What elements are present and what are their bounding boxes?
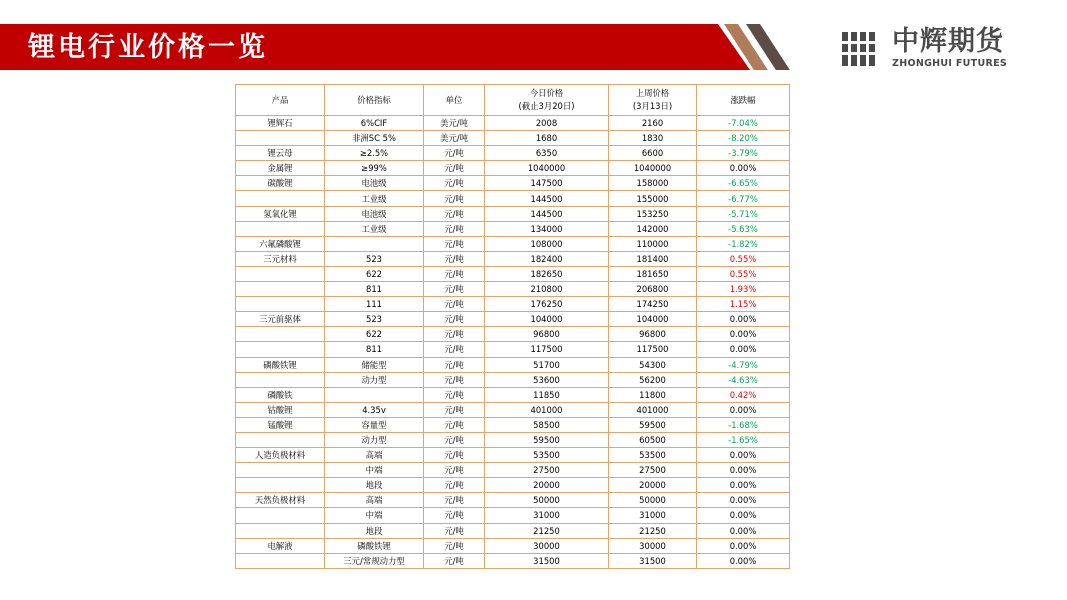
cell-last-week-price: 54300 <box>609 357 697 372</box>
table-row <box>236 146 790 161</box>
cell-indicator: 工业级 <box>325 191 424 206</box>
cell-product: 磷酸铁 <box>236 387 325 402</box>
header-last-week-price <box>609 85 697 116</box>
cell-change: -7.04% <box>697 116 790 131</box>
cell-change: 1.15% <box>697 297 790 312</box>
cell-change: 0.00% <box>697 478 790 493</box>
cell-product <box>236 478 325 493</box>
cell-product: 锂云母 <box>236 146 325 161</box>
cell-product: 三元材料 <box>236 251 325 266</box>
header-change: 涨跌幅 <box>697 85 790 116</box>
table-row <box>236 372 790 387</box>
cell-today-price: 144500 <box>485 191 609 206</box>
cell-product <box>236 553 325 568</box>
table-row <box>236 176 790 191</box>
cell-product: 锰酸锂 <box>236 417 325 432</box>
cell-today-price: 134000 <box>485 221 609 236</box>
cell-product: 金属锂 <box>236 161 325 176</box>
cell-today-price: 182400 <box>485 251 609 266</box>
table-row <box>236 553 790 568</box>
table-row <box>236 493 790 508</box>
cell-change: 0.00% <box>697 312 790 327</box>
cell-unit: 元/吨 <box>424 357 485 372</box>
cell-last-week-price: 50000 <box>609 493 697 508</box>
cell-today-price: 182650 <box>485 266 609 281</box>
cell-indicator: 地段 <box>325 523 424 538</box>
cell-last-week-price: 2160 <box>609 116 697 131</box>
cell-unit: 元/吨 <box>424 206 485 221</box>
cell-product <box>236 327 325 342</box>
logo-chinese-text: 中辉期货 <box>892 26 1004 57</box>
cell-today-price: 1680 <box>485 131 609 146</box>
cell-unit: 元/吨 <box>424 448 485 463</box>
cell-unit: 元/吨 <box>424 372 485 387</box>
cell-unit: 元/吨 <box>424 146 485 161</box>
table-row <box>236 357 790 372</box>
cell-change: -8.20% <box>697 131 790 146</box>
cell-today-price: 6350 <box>485 146 609 161</box>
price-table <box>235 84 790 569</box>
cell-today-price: 144500 <box>485 206 609 221</box>
cell-product <box>236 131 325 146</box>
cell-product: 天然负极材料 <box>236 493 325 508</box>
cell-indicator: 动力型 <box>325 372 424 387</box>
cell-product <box>236 266 325 281</box>
cell-indicator: 电池级 <box>325 206 424 221</box>
table-row <box>236 161 790 176</box>
cell-indicator: 622 <box>325 266 424 281</box>
table-row <box>236 463 790 478</box>
header-indicator: 价格指标 <box>325 85 424 116</box>
cell-product <box>236 523 325 538</box>
cell-unit: 美元/吨 <box>424 116 485 131</box>
cell-last-week-price: 56200 <box>609 372 697 387</box>
cell-product: 人造负极材料 <box>236 448 325 463</box>
cell-indicator: 容量型 <box>325 417 424 432</box>
cell-product: 氢氧化锂 <box>236 206 325 221</box>
cell-last-week-price: 53500 <box>609 448 697 463</box>
cell-unit: 元/吨 <box>424 523 485 538</box>
cell-unit: 元/吨 <box>424 493 485 508</box>
cell-unit: 元/吨 <box>424 161 485 176</box>
table-row <box>236 236 790 251</box>
cell-indicator: 储能型 <box>325 357 424 372</box>
cell-last-week-price: 1830 <box>609 131 697 146</box>
cell-last-week-price: 104000 <box>609 312 697 327</box>
table-row <box>236 266 790 281</box>
cell-indicator: 磷酸铁锂 <box>325 538 424 553</box>
cell-indicator: ≥99% <box>325 161 424 176</box>
cell-today-price: 51700 <box>485 357 609 372</box>
cell-change: 0.00% <box>697 342 790 357</box>
table-row <box>236 221 790 236</box>
cell-today-price: 20000 <box>485 478 609 493</box>
logo-mark-icon <box>842 32 882 66</box>
cell-change: 0.00% <box>697 448 790 463</box>
cell-last-week-price: 142000 <box>609 221 697 236</box>
cell-last-week-price: 11800 <box>609 387 697 402</box>
header-today-line1: 今日价格 <box>529 88 564 98</box>
table-row <box>236 131 790 146</box>
cell-last-week-price: 30000 <box>609 538 697 553</box>
cell-unit: 元/吨 <box>424 463 485 478</box>
table-row <box>236 448 790 463</box>
cell-change: 0.00% <box>697 161 790 176</box>
cell-today-price: 108000 <box>485 236 609 251</box>
cell-unit: 元/吨 <box>424 508 485 523</box>
cell-product: 钴酸锂 <box>236 402 325 417</box>
cell-indicator: 111 <box>325 297 424 312</box>
logo-english-text: ZHONGHUI FUTURES <box>892 58 1008 69</box>
cell-indicator: 中端 <box>325 508 424 523</box>
cell-change: 0.00% <box>697 463 790 478</box>
header-last-line2: (3月13日) <box>632 101 673 111</box>
cell-last-week-price: 401000 <box>609 402 697 417</box>
cell-product <box>236 191 325 206</box>
cell-last-week-price: 59500 <box>609 417 697 432</box>
cell-today-price: 2008 <box>485 116 609 131</box>
cell-today-price: 11850 <box>485 387 609 402</box>
cell-indicator: 523 <box>325 312 424 327</box>
cell-unit: 元/吨 <box>424 176 485 191</box>
cell-product: 碳酸锂 <box>236 176 325 191</box>
cell-unit: 元/吨 <box>424 297 485 312</box>
cell-today-price: 59500 <box>485 432 609 447</box>
table-row <box>236 478 790 493</box>
cell-indicator: 4.35v <box>325 402 424 417</box>
cell-indicator: 电池级 <box>325 176 424 191</box>
cell-indicator: 811 <box>325 282 424 297</box>
cell-last-week-price: 158000 <box>609 176 697 191</box>
table-row <box>236 251 790 266</box>
cell-indicator: 6%CIF <box>325 116 424 131</box>
cell-today-price: 53500 <box>485 448 609 463</box>
cell-today-price: 176250 <box>485 297 609 312</box>
cell-unit: 元/吨 <box>424 402 485 417</box>
cell-product: 锂辉石 <box>236 116 325 131</box>
cell-change: 0.00% <box>697 538 790 553</box>
cell-unit: 元/吨 <box>424 478 485 493</box>
cell-unit: 元/吨 <box>424 282 485 297</box>
cell-unit: 元/吨 <box>424 327 485 342</box>
cell-change: -1.68% <box>697 417 790 432</box>
header-unit: 单位 <box>424 85 485 116</box>
cell-indicator: 523 <box>325 251 424 266</box>
cell-unit: 元/吨 <box>424 432 485 447</box>
header-today-line2: (截止3月20日) <box>518 101 575 111</box>
cell-change: -4.79% <box>697 357 790 372</box>
cell-product <box>236 463 325 478</box>
cell-change: 0.00% <box>697 493 790 508</box>
cell-indicator: 高端 <box>325 448 424 463</box>
cell-today-price: 30000 <box>485 538 609 553</box>
cell-unit: 元/吨 <box>424 553 485 568</box>
cell-product <box>236 282 325 297</box>
cell-today-price: 147500 <box>485 176 609 191</box>
table-row <box>236 432 790 447</box>
cell-change: 0.00% <box>697 327 790 342</box>
table-row <box>236 327 790 342</box>
table-row <box>236 523 790 538</box>
cell-indicator: ≥2.5% <box>325 146 424 161</box>
cell-unit: 元/吨 <box>424 236 485 251</box>
page-title: 锂电行业价格一览 <box>28 32 268 63</box>
cell-change: -4.63% <box>697 372 790 387</box>
cell-change: -1.82% <box>697 236 790 251</box>
cell-today-price: 53600 <box>485 372 609 387</box>
cell-unit: 元/吨 <box>424 538 485 553</box>
cell-product: 电解液 <box>236 538 325 553</box>
cell-indicator: 622 <box>325 327 424 342</box>
table-row <box>236 417 790 432</box>
cell-last-week-price: 206800 <box>609 282 697 297</box>
cell-product: 六氟磷酸锂 <box>236 236 325 251</box>
cell-indicator: 动力型 <box>325 432 424 447</box>
table-row <box>236 191 790 206</box>
cell-change: 0.00% <box>697 553 790 568</box>
table-row <box>236 387 790 402</box>
cell-product <box>236 432 325 447</box>
cell-last-week-price: 181400 <box>609 251 697 266</box>
cell-indicator <box>325 236 424 251</box>
cell-change: -3.79% <box>697 146 790 161</box>
cell-last-week-price: 21250 <box>609 523 697 538</box>
header-product: 产品 <box>236 85 325 116</box>
cell-product <box>236 372 325 387</box>
cell-last-week-price: 153250 <box>609 206 697 221</box>
cell-today-price: 210800 <box>485 282 609 297</box>
cell-last-week-price: 117500 <box>609 342 697 357</box>
table-row <box>236 402 790 417</box>
cell-product <box>236 221 325 236</box>
cell-change: 0.00% <box>697 523 790 538</box>
cell-change: 0.00% <box>697 508 790 523</box>
cell-product <box>236 342 325 357</box>
cell-indicator <box>325 387 424 402</box>
cell-change: 1.93% <box>697 282 790 297</box>
table-row <box>236 312 790 327</box>
cell-last-week-price: 174250 <box>609 297 697 312</box>
table-row <box>236 342 790 357</box>
cell-product <box>236 297 325 312</box>
cell-indicator: 非洲SC 5% <box>325 131 424 146</box>
cell-unit: 元/吨 <box>424 387 485 402</box>
table-body <box>236 116 790 569</box>
cell-change: -6.65% <box>697 176 790 191</box>
cell-today-price: 96800 <box>485 327 609 342</box>
cell-change: -6.77% <box>697 191 790 206</box>
cell-today-price: 117500 <box>485 342 609 357</box>
cell-change: 0.55% <box>697 266 790 281</box>
cell-change: 0.00% <box>697 402 790 417</box>
cell-last-week-price: 110000 <box>609 236 697 251</box>
cell-last-week-price: 20000 <box>609 478 697 493</box>
cell-last-week-price: 1040000 <box>609 161 697 176</box>
cell-last-week-price: 6600 <box>609 146 697 161</box>
cell-unit: 元/吨 <box>424 221 485 236</box>
table-row <box>236 282 790 297</box>
cell-change: 0.55% <box>697 251 790 266</box>
cell-last-week-price: 181650 <box>609 266 697 281</box>
table-row <box>236 297 790 312</box>
cell-unit: 美元/吨 <box>424 131 485 146</box>
cell-unit: 元/吨 <box>424 417 485 432</box>
table-row <box>236 538 790 553</box>
cell-today-price: 50000 <box>485 493 609 508</box>
cell-product <box>236 508 325 523</box>
cell-last-week-price: 31000 <box>609 508 697 523</box>
cell-today-price: 27500 <box>485 463 609 478</box>
cell-today-price: 31500 <box>485 553 609 568</box>
cell-unit: 元/吨 <box>424 251 485 266</box>
cell-product: 磷酸铁锂 <box>236 357 325 372</box>
cell-last-week-price: 60500 <box>609 432 697 447</box>
cell-indicator: 三元/常规动力型 <box>325 553 424 568</box>
cell-today-price: 31000 <box>485 508 609 523</box>
cell-today-price: 104000 <box>485 312 609 327</box>
cell-indicator: 地段 <box>325 478 424 493</box>
cell-indicator: 工业级 <box>325 221 424 236</box>
cell-unit: 元/吨 <box>424 312 485 327</box>
table-row <box>236 508 790 523</box>
cell-change: 0.42% <box>697 387 790 402</box>
cell-last-week-price: 155000 <box>609 191 697 206</box>
cell-change: -5.63% <box>697 221 790 236</box>
cell-change: -5.71% <box>697 206 790 221</box>
cell-today-price: 58500 <box>485 417 609 432</box>
cell-last-week-price: 96800 <box>609 327 697 342</box>
company-logo <box>842 28 1032 72</box>
cell-indicator: 811 <box>325 342 424 357</box>
header-last-line1: 上周价格 <box>635 88 670 98</box>
table-header-row <box>236 85 790 116</box>
cell-today-price: 1040000 <box>485 161 609 176</box>
header-today-price <box>485 85 609 116</box>
cell-change: -1.65% <box>697 432 790 447</box>
cell-indicator: 中端 <box>325 463 424 478</box>
cell-last-week-price: 31500 <box>609 553 697 568</box>
cell-today-price: 21250 <box>485 523 609 538</box>
cell-last-week-price: 27500 <box>609 463 697 478</box>
table-row <box>236 116 790 131</box>
cell-unit: 元/吨 <box>424 266 485 281</box>
cell-indicator: 高端 <box>325 493 424 508</box>
cell-product: 三元前驱体 <box>236 312 325 327</box>
cell-unit: 元/吨 <box>424 342 485 357</box>
cell-today-price: 401000 <box>485 402 609 417</box>
table-row <box>236 206 790 221</box>
cell-unit: 元/吨 <box>424 191 485 206</box>
